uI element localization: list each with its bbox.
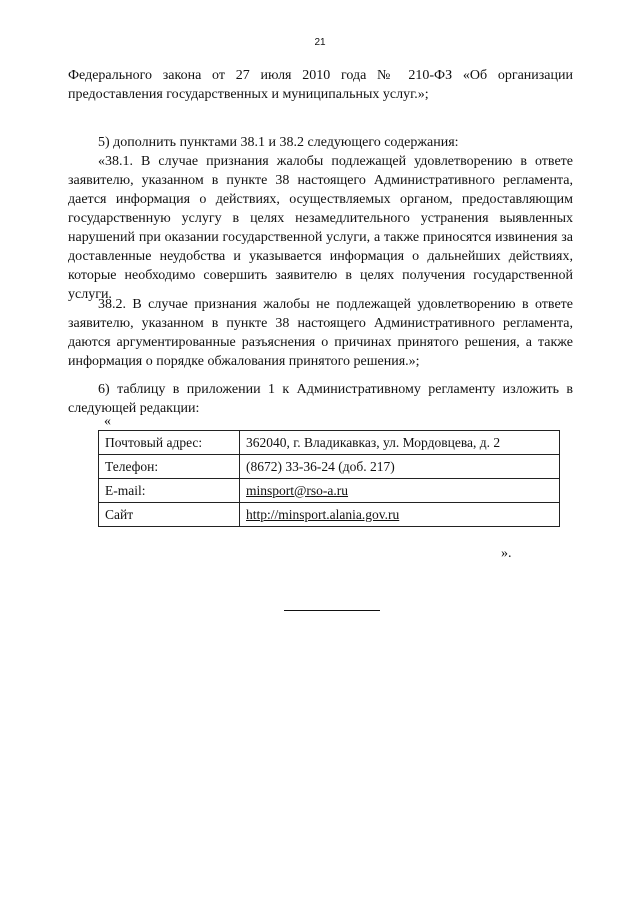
paragraph-38-2: 38.2. В случае признания жалобы не подлежащей удовлетворению в ответе заявителю, указанном в пункте 38 настоящего Административного регламента, даются аргументированные разъяснения о причинах принятого решения, а также информация о порядке обжалования принятого решения.»;	[68, 297, 573, 369]
contacts-table	[98, 430, 560, 527]
website-link[interactable]: http://minsport.alania.gov.ru	[246, 506, 400, 522]
paragraph-law-reference: Федерального закона от 27 июля 2010 года № 210-ФЗ «Об организации предоставления государственных и муниципальных услуг.»;	[68, 68, 573, 102]
phone-value: (8672) 33-36-24 (доб. 217)	[240, 455, 560, 479]
phone-label: Телефон:	[99, 455, 240, 479]
table-row	[99, 455, 560, 479]
separator-line	[284, 610, 380, 611]
table-row	[99, 479, 560, 503]
postal-address-label: Почтовый адрес:	[99, 431, 240, 455]
email-label: E-mail:	[99, 479, 240, 503]
opening-quote: «	[104, 414, 111, 429]
email-link[interactable]: minsport@rso-a.ru	[246, 482, 349, 498]
postal-address-value: 362040, г. Владикавказ, ул. Мордовцева, д. 2	[240, 431, 560, 455]
page-number: 21	[314, 37, 326, 48]
closing-quote: ».	[501, 546, 512, 561]
website-label: Сайт	[99, 503, 240, 527]
paragraph-38-1: «38.1. В случае признания жалобы подлежащей удовлетворению в ответе заявителю, указанном в пункте 38 настоящего Административного регламента, дается информация о действиях, осуществляемых органом, предоставляющим государственную услугу в целях незамедлительного устранения выявленных нарушений при оказании государственной услуги, а также приносятся извинения за доставленные неудобства и указывается информация о дальнейших действиях, которые необходимо совершить заявителю в целях получения государственной услуги.	[68, 154, 573, 302]
table-row	[99, 503, 560, 527]
paragraph-item-6: 6) таблицу в приложении 1 к Административному регламенту изложить в следующей редакции:	[68, 382, 573, 416]
paragraph-item-5: 5) дополнить пунктами 38.1 и 38.2 следующего содержания:	[98, 135, 459, 150]
table-row	[99, 431, 560, 455]
